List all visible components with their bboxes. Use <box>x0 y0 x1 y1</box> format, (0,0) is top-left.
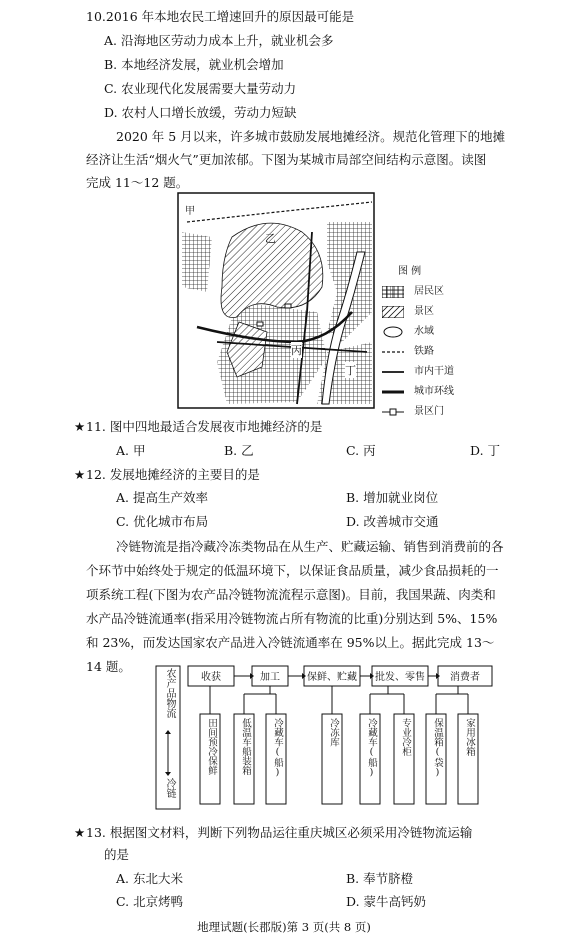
city-map <box>177 192 375 409</box>
passage1-line3: 完成 11～12 题。 <box>86 175 189 190</box>
q12-option-d: D. 改善城市交通 <box>346 514 439 529</box>
map-label-bing: 丙 <box>291 344 302 357</box>
passage1-line2: 经济让生活“烟火气”更加浓郁。下图为某城市局部空间结构示意图。读图 <box>86 152 487 167</box>
legend-water: 水域 <box>414 326 434 337</box>
legend-scenic-swatch <box>382 306 404 318</box>
passage2-line1: 冷链物流是指冷藏冷冻类物品在从生产、贮藏运输、销售到消费前的各 <box>116 539 504 554</box>
q11-star: ★ <box>74 419 86 434</box>
map-label-ding: 丁 <box>345 364 356 377</box>
q11-option-c: C. 丙 <box>346 443 376 458</box>
flow-step-consumer: 消费者 <box>450 672 480 683</box>
flow-box-1: 田间预冷保鲜 <box>206 718 217 775</box>
passage2-line4: 水产品冷链流通率(指采用冷链物流占所有物流的比重)分别达到 5%、15% <box>86 611 498 626</box>
passage1-line1: 2020 年 5 月以来，许多城市鼓励发展地摊经济。规范化管理下的地摊 <box>116 129 506 144</box>
q13-option-c: C. 北京烤鸭 <box>116 894 184 909</box>
passage2-line3: 项系统工程(下图为农产品冷链物流流程示意图)。目前，我国果蔬、肉类和 <box>86 587 496 602</box>
q10-option-b: B. 本地经济发展，就业机会增加 <box>104 57 284 72</box>
flow-side-top: 农产品物流 <box>164 668 175 718</box>
q13-option-b: B. 奉节脐橙 <box>346 871 414 886</box>
flow-side-bottom: 冷链 <box>164 778 175 798</box>
map-label-jia: 甲 <box>185 206 195 217</box>
q13-option-d: D. 蒙牛高钙奶 <box>346 894 427 909</box>
q12-option-a: A. 提高生产效率 <box>116 490 208 505</box>
flow-box-6: 专业冷柜 <box>400 718 411 756</box>
passage2-line6: 14 题。 <box>86 659 131 674</box>
legend-water-swatch <box>382 326 404 338</box>
legend-main-road-swatch <box>382 366 404 378</box>
flow-box-2: 低温车船装箱 <box>240 718 251 775</box>
legend-residential-swatch <box>382 286 404 298</box>
legend-ring-road: 城市环线 <box>414 386 454 397</box>
q11-option-d: D. 丁 <box>470 443 501 458</box>
q12-option-c: C. 优化城市布局 <box>116 514 209 529</box>
q10-option-a: A. 沿海地区劳动力成本上升，就业机会多 <box>104 33 334 48</box>
q13-option-a: A. 东北大米 <box>116 871 183 886</box>
page-footer: 地理试题(长郡版)第 3 页(共 8 页) <box>197 920 371 934</box>
q10-option-d: D. 农村人口增长放缓，劳动力短缺 <box>104 105 297 120</box>
flow-box-7: 保温箱(袋) <box>432 718 443 778</box>
passage2-line5: 和 23%，而发达国家农产品进入冷链流通率在 95%以上。据此完成 13～ <box>86 635 495 650</box>
legend-ring-road-swatch <box>382 386 404 398</box>
q10-stem: 10.2016 年本地农民工增速回升的原因最可能是 <box>86 9 355 24</box>
legend-gate: 景区门 <box>414 406 444 417</box>
q13-stem-line2: 的是 <box>104 847 130 862</box>
flow-step-retail: 批发、零售 <box>375 672 425 683</box>
legend-main-road: 市内干道 <box>414 366 454 377</box>
q12-option-b: B. 增加就业岗位 <box>346 490 439 505</box>
legend-gate-swatch <box>382 406 404 418</box>
q12-stem: 12. 发展地摊经济的主要目的是 <box>86 467 260 482</box>
q13-star: ★ <box>74 825 86 840</box>
map-legend <box>376 262 486 422</box>
legend-residential: 居民区 <box>414 286 444 297</box>
legend-railway: 铁路 <box>414 346 434 357</box>
flow-box-4: 冷冻库 <box>328 718 339 747</box>
flow-box-3: 冷藏车(船) <box>272 718 283 778</box>
q12-star: ★ <box>74 467 86 482</box>
q10-option-c: C. 农业现代化发展需要大量劳动力 <box>104 81 297 96</box>
legend-railway-swatch <box>382 346 404 358</box>
passage2-line2: 个环节中始终处于规定的低温环境下，以保证食品质量，减少食品损耗的一 <box>86 563 499 578</box>
flow-step-harvest: 收获 <box>201 672 221 683</box>
q11-stem: 11. 图中四地最适合发展夜市地摊经济的是 <box>86 419 323 434</box>
q11-option-a: A. 甲 <box>116 443 146 458</box>
legend-scenic: 景区 <box>414 306 434 317</box>
q11-option-b: B. 乙 <box>224 443 254 458</box>
map-label-yi: 乙 <box>265 232 276 245</box>
flow-box-8: 家用冰箱 <box>464 718 475 756</box>
flow-box-5: 冷藏车(船) <box>366 718 377 778</box>
legend-title: 图 例 <box>398 266 422 277</box>
flow-step-process: 加工 <box>260 672 280 683</box>
q13-stem-line1: 13. 根据图文材料，判断下列物品运往重庆城区必须采用冷链物流运输 <box>86 825 473 840</box>
flow-step-storage: 保鲜、贮藏 <box>307 672 357 683</box>
cold-chain-flowchart <box>128 664 498 814</box>
